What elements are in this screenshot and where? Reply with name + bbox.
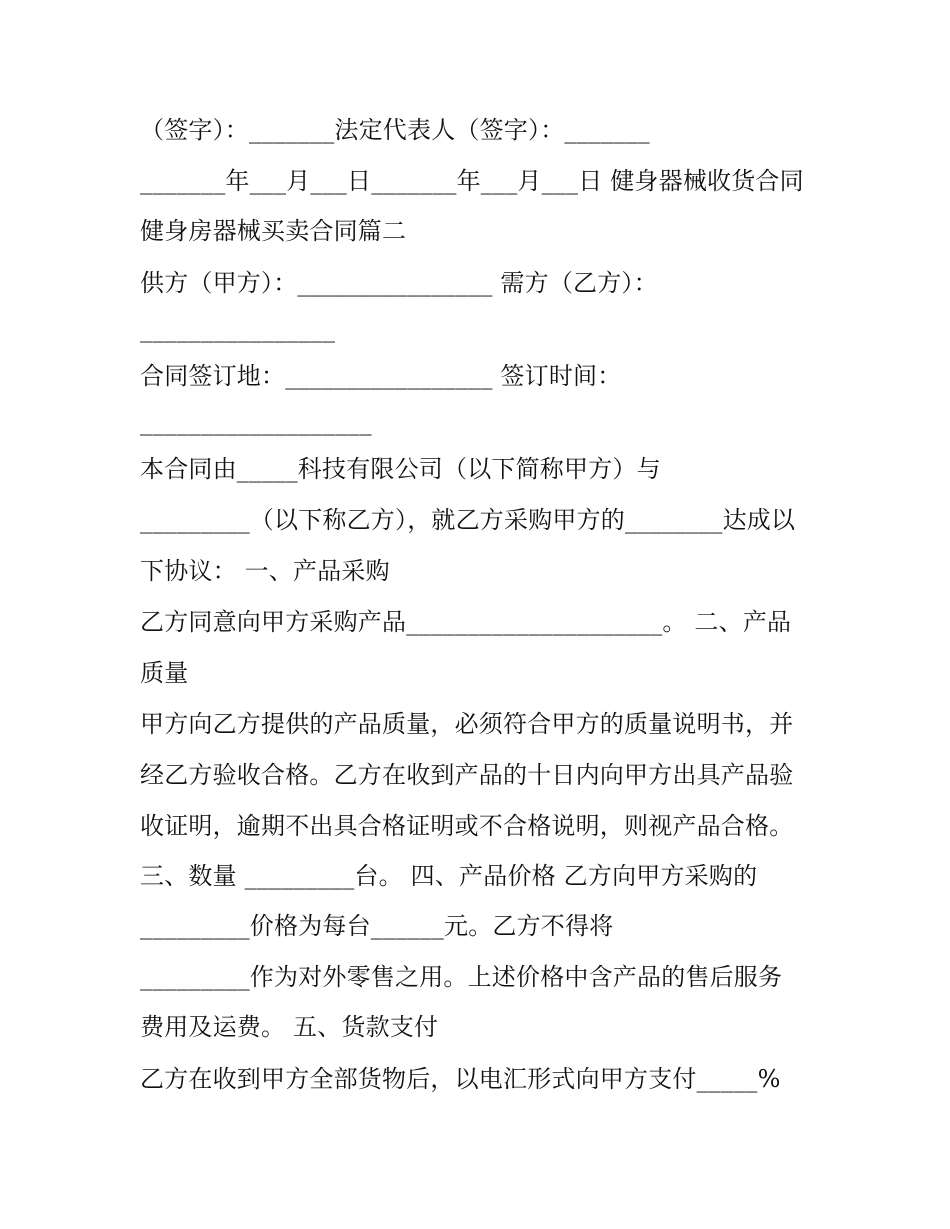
body-line: 甲方向乙方提供的产品质量，必须符合甲方的质量说明书，并 <box>140 710 794 738</box>
body-line: 经乙方验收合格。乙方在收到产品的十日内向甲方出具产品验 <box>140 761 794 789</box>
blank-line: ___________________ <box>140 408 372 436</box>
body-line: 本合同由_____科技有限公司（以下简称甲方）与 <box>140 455 661 483</box>
blank-line: ________________ <box>140 315 336 343</box>
date-line: _______年___月___日_______年___月___日 健身器械收货合同 <box>140 167 804 195</box>
body-line: 三、数量 _________台。 四、产品价格 乙方向甲方采购的 <box>140 862 758 890</box>
body-line: 乙方在收到甲方全部货物后，以电汇形式向甲方支付_____% <box>140 1065 781 1093</box>
clause-heading: 下协议： 一、产品采购 <box>140 557 390 585</box>
clause-heading: 费用及运费。 五、货款支付 <box>140 1013 439 1041</box>
clause-heading: 质量 <box>140 659 189 687</box>
body-line: _________作为对外零售之用。上述价格中含产品的售后服务 <box>140 963 783 991</box>
body-line: _________（以下称乙方），就乙方采购甲方的________达成以 <box>140 506 796 534</box>
body-line: _________价格为每台______元。乙方不得将 <box>140 912 614 940</box>
section-title: 健身房器械买卖合同篇二 <box>140 217 407 245</box>
signature-line: （签字）：_______法定代表人（签字）：_______ <box>140 116 650 144</box>
parties-line: 供方（甲方）：________________ 需方（乙方）： <box>140 269 658 297</box>
body-line: 乙方同意向甲方采购产品_____________________。 二、产品 <box>140 608 792 636</box>
body-line: 收证明，逾期不出具合格证明或不合格说明，则视产品合格。 <box>140 812 794 840</box>
signing-place-line: 合同签订地：_________________ 签订时间： <box>140 362 622 390</box>
